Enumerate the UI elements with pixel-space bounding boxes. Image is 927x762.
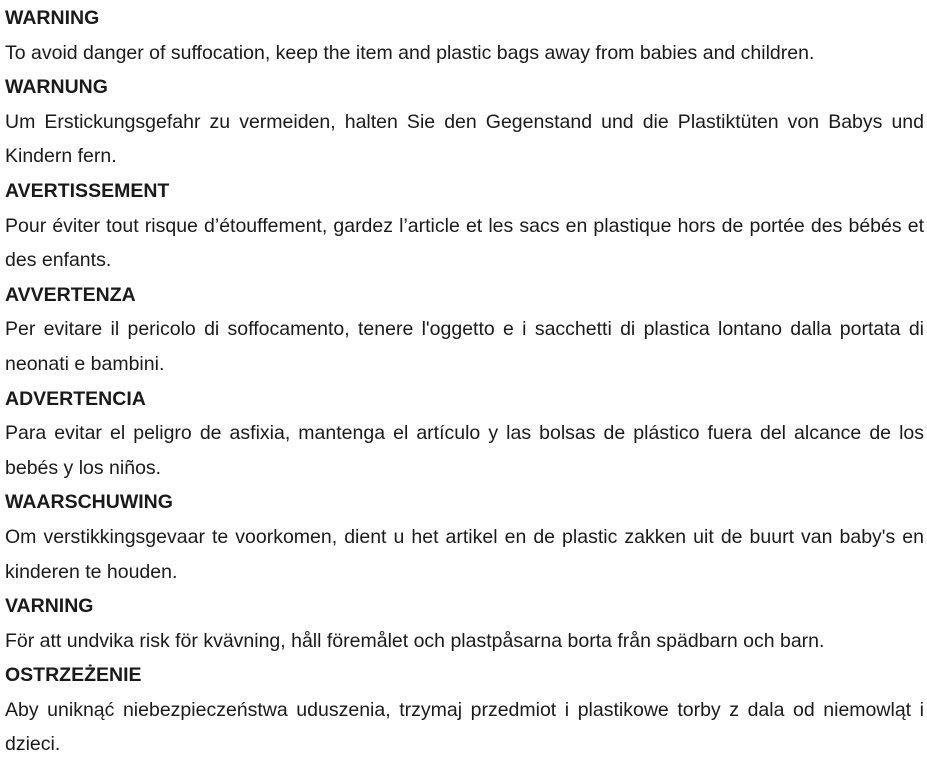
warning-heading-polish: OSTRZEŻENIE xyxy=(5,664,142,687)
warning-text-french: Pour éviter tout risque d’étouffement, gardez l’article et les sacs en plastique hors de portée des bébés et des enfants. xyxy=(5,214,924,272)
warning-section-italian xyxy=(5,278,924,382)
warning-section-polish xyxy=(5,658,924,762)
warning-heading-italian: AVVERTENZA xyxy=(5,283,136,306)
warning-section-french xyxy=(5,174,924,278)
warning-section-dutch xyxy=(5,485,924,589)
warning-text-swedish: För att undvika risk för kvävning, håll föremålet och plastpåsarna borta från spädbarn och barn. xyxy=(5,629,825,652)
warning-section-swedish xyxy=(5,589,924,658)
warning-text-german: Um Erstickungsgefahr zu vermeiden, halten Sie den Gegenstand und die Plastiktüten von Babys und Kindern fern. xyxy=(5,110,924,168)
warning-section-spanish xyxy=(5,382,924,486)
warning-section-english xyxy=(5,1,924,70)
warning-text-dutch: Om verstikkingsgevaar te voorkomen, dient u het artikel en de plastic zakken uit de buurt van baby's en kinderen te houden. xyxy=(5,525,924,583)
warning-heading-dutch: WAARSCHUWING xyxy=(5,491,173,514)
warning-section-german xyxy=(5,70,924,174)
warning-heading-german: WARNUNG xyxy=(5,76,108,99)
warning-text-english: To avoid danger of suffocation, keep the item and plastic bags away from babies and children. xyxy=(5,41,815,64)
warning-heading-french: AVERTISSEMENT xyxy=(5,179,170,202)
warning-heading-english: WARNING xyxy=(5,7,100,29)
warning-heading-spanish: ADVERTENCIA xyxy=(5,387,146,410)
warning-heading-swedish: VARNING xyxy=(5,595,94,618)
warning-text-polish: Aby uniknąć niebezpieczeństwa uduszenia, trzymaj przedmiot i plastikowe torby z dala od niemowląt i dzieci. xyxy=(5,698,924,756)
warning-text-spanish: Para evitar el peligro de asfixia, mantenga el artículo y las bolsas de plástico fuera del alcance de los bebés y los niños. xyxy=(5,422,924,479)
warning-text-italian: Per evitare il pericolo di soffocamento, tenere l'oggetto e i sacchetti di plastica lontano dalla portata di neonati e bambini. xyxy=(5,318,924,375)
